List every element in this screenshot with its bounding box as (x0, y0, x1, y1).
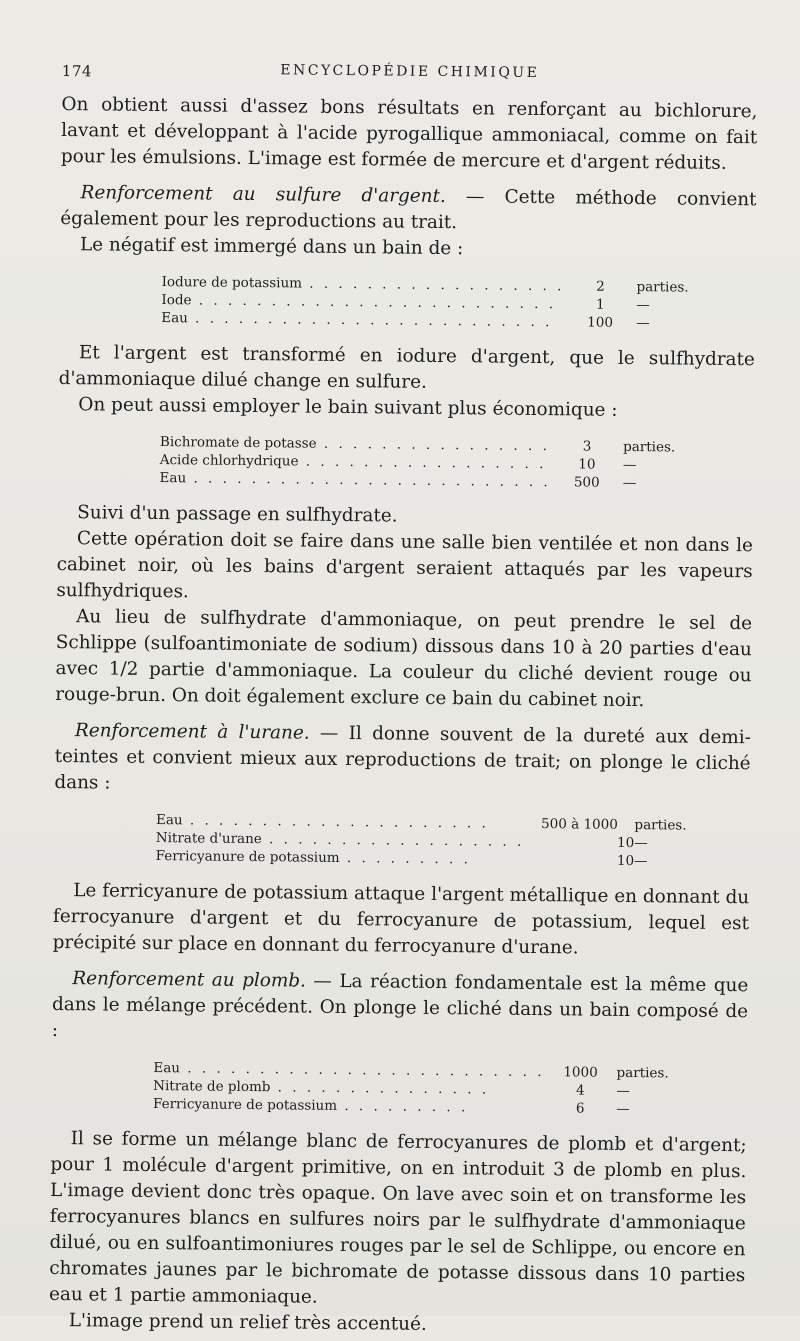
ingredient-unit: parties. (616, 1064, 669, 1082)
paragraph: Et l'argent est transformé en iodure d'argent, que le sulfhydrate d'ammoniaque dilué change en sulfure. (58, 342, 755, 393)
recipe-row: Bichromate de potasse . . . . . . . . . . . . . . . . 3 parties. (159, 434, 676, 456)
recipe-table-sulfure-1 (161, 273, 689, 333)
recipe-row: Acide chlorhydrique . . . . . . . . . . . . . . . . . 10 — (160, 451, 675, 474)
ingredient-unit: — (636, 315, 650, 332)
ingredient-name: Nitrate d'urane (155, 830, 262, 848)
paragraph: Le ferricyanure de potassium attaque l'argent métallique en donnant du ferrocyanure d'argent et du ferrocyanure de potassium, lequel est précipité sur place en donnant du ferrocyanure d'urane. (52, 880, 750, 959)
ingredient-qty: 10 (616, 852, 635, 870)
ingredient-unit: — (634, 835, 648, 852)
recipe-table-sulfure-2 (159, 433, 675, 492)
section-lead: — La réaction fondamentale est la même que dans le mélange précédent. On plonge le cliché dans un bain composé de : (51, 970, 749, 1042)
paragraph: Le négatif est immergé dans un bain de : (79, 234, 464, 260)
ingredient-unit: — (622, 456, 637, 474)
ingredient-unit: — (616, 1100, 630, 1118)
ingredient-name: Eau (153, 1060, 181, 1077)
recipe-row: Iodure de potassium . . . . . . . . . . . . . . . . . . 2 parties. (161, 274, 689, 296)
ingredient-unit: parties. (636, 279, 689, 296)
recipe-row: Eau . . . . . . . . . . . . . . . . . . . . . . . . . 1000 parties. (153, 1060, 669, 1082)
intro-paragraph: On obtient aussi d'assez bons résultats en renforçant au bichlorure, lavant et développant à l'acide pyrogallique ammoniacal, comme on fait pour les émulsions. L'image est formée de mercure et d'argent réduits. (60, 93, 758, 174)
section-title: Renforcement au sulfure d'argent. (80, 182, 446, 208)
ingredient-name: Ferricyanure de potassium (152, 1096, 338, 1114)
ingredient-qty: 2 (596, 278, 605, 295)
section-urane-heading (54, 718, 751, 803)
page-header (62, 56, 758, 99)
ingredient-name: Bichromate de potasse (159, 434, 317, 452)
page-number: 174 (61, 61, 93, 81)
section-sulfure-heading (60, 180, 757, 239)
ingredient-unit: — (622, 474, 637, 492)
recipe-row: Iode . . . . . . . . . . . . . . . . . . . . . . . . . 1 — (161, 291, 688, 315)
ingredient-qty: 10 (617, 834, 635, 852)
paragraph: On peut aussi employer le bain suivant plus économique : (78, 394, 618, 421)
ingredient-name: Eau (159, 470, 187, 487)
ingredient-qty: 1000 (563, 1064, 598, 1081)
recipe-row: Ferricyanure de potassium . . . . . . . . . 6 — (153, 1095, 668, 1118)
page-content (49, 56, 758, 1341)
ingredient-unit: parties. (634, 817, 687, 834)
section-lead: — Cette méthode convient également pour les reproductions au trait. (60, 186, 757, 234)
ingredient-qty: 500 (573, 474, 600, 491)
paragraph: Cette opération doit se faire dans une salle bien ventilée et non dans le cabinet noir, où les bains d'argent seraient attaqués par les vapeurs sulfhydriques. (56, 528, 754, 603)
ingredient-qty: 100 (587, 314, 614, 331)
ingredient-name: Eau (155, 812, 183, 829)
recipe-row: Eau . . . . . . . . . . . . . . . . . . . . . . . . . 100 — (161, 309, 688, 333)
paragraph: Au lieu de sulfhydrate d'ammoniaque, on peut prendre le sel de Schlippe (sulfoantimoniate de sodium) dissous dans 10 à 20 parties d'eau avec 1/2 partie d'ammoniaque. La couleur du cliché devient rouge ou rouge-brun. On doit également exclure ce bain du cabinet noir. (55, 606, 753, 712)
ingredient-qty: 500 à 1000 (541, 816, 618, 833)
ingredient-unit: parties. (623, 438, 676, 456)
ingredient-name: Acide chlorhydrique (159, 452, 299, 470)
ingredient-qty: 6 (575, 1100, 585, 1117)
ingredient-qty: 3 (582, 438, 592, 455)
ingredient-unit: — (636, 297, 650, 314)
ingredient-unit: — (634, 853, 648, 870)
section-plomb-heading (52, 966, 749, 1051)
paragraph: Il se forme un mélange blanc de ferrocyanures de plomb et d'argent; pour 1 molécule d'argent primitive, on en introduit 3 de plomb en plus. L'image devient donc très opaque. On lave avec soin et on transforme les ferrocyanures blancs en sulfures noirs par le sulfhydrate d'ammoniaque dilué, ou en sulfoantimoniures rouges par le sel de Schlippe, ou encore en chromates jaunes par le bichromate de potasse dissous dans 10 parties eau et 1 partie ammoniaque. (48, 1128, 747, 1308)
recipe-row: Nitrate d'urane . . . . . . . . . . . . . . . . . . 10 — (156, 829, 687, 853)
ingredient-qty: 4 (576, 1082, 585, 1099)
ingredient-qty: 1 (595, 296, 605, 313)
recipe-row: Nitrate de plomb . . . . . . . . . . . . . . . 4 — (153, 1077, 668, 1100)
recipe-row: Eau . . . . . . . . . . . . . . . . . . . . . . . . . 500 — (159, 469, 674, 492)
paragraph: Suivi d'un passage en sulfhydrate. (77, 502, 398, 527)
recipe-table-plomb (153, 1059, 669, 1118)
ingredient-name: Ferricyanure de potassium (155, 848, 340, 866)
recipe-row: Ferricyanure de potassium . . . . . . . . . 10 — (156, 847, 687, 871)
running-title: ENCYCLOPÉDIE CHIMIQUE (280, 62, 540, 81)
paragraph: L'image prend un relief très accentué. (68, 1310, 427, 1335)
ingredient-qty: 10 (578, 456, 596, 473)
ingredient-name: Nitrate de plomb (153, 1078, 271, 1096)
recipe-row: Eau . . . . . . . . . . . . . . . . . . . . . 500 à 1000 parties. (155, 812, 687, 834)
section-title: Renforcement à l'urane. (74, 720, 310, 744)
section-lead: — Il donne souvent de la dureté aux demi-teintes et convient mieux aux reproductions de trait; on plonge le cliché dans : (54, 722, 752, 794)
ingredient-unit: — (616, 1082, 630, 1100)
recipe-table-urane (156, 811, 687, 871)
ingredient-name: Iode (161, 292, 192, 309)
ingredient-name: Iodure de potassium (161, 274, 303, 292)
section-title: Renforcement au plomb. (72, 968, 307, 992)
ingredient-name: Eau (161, 310, 188, 327)
